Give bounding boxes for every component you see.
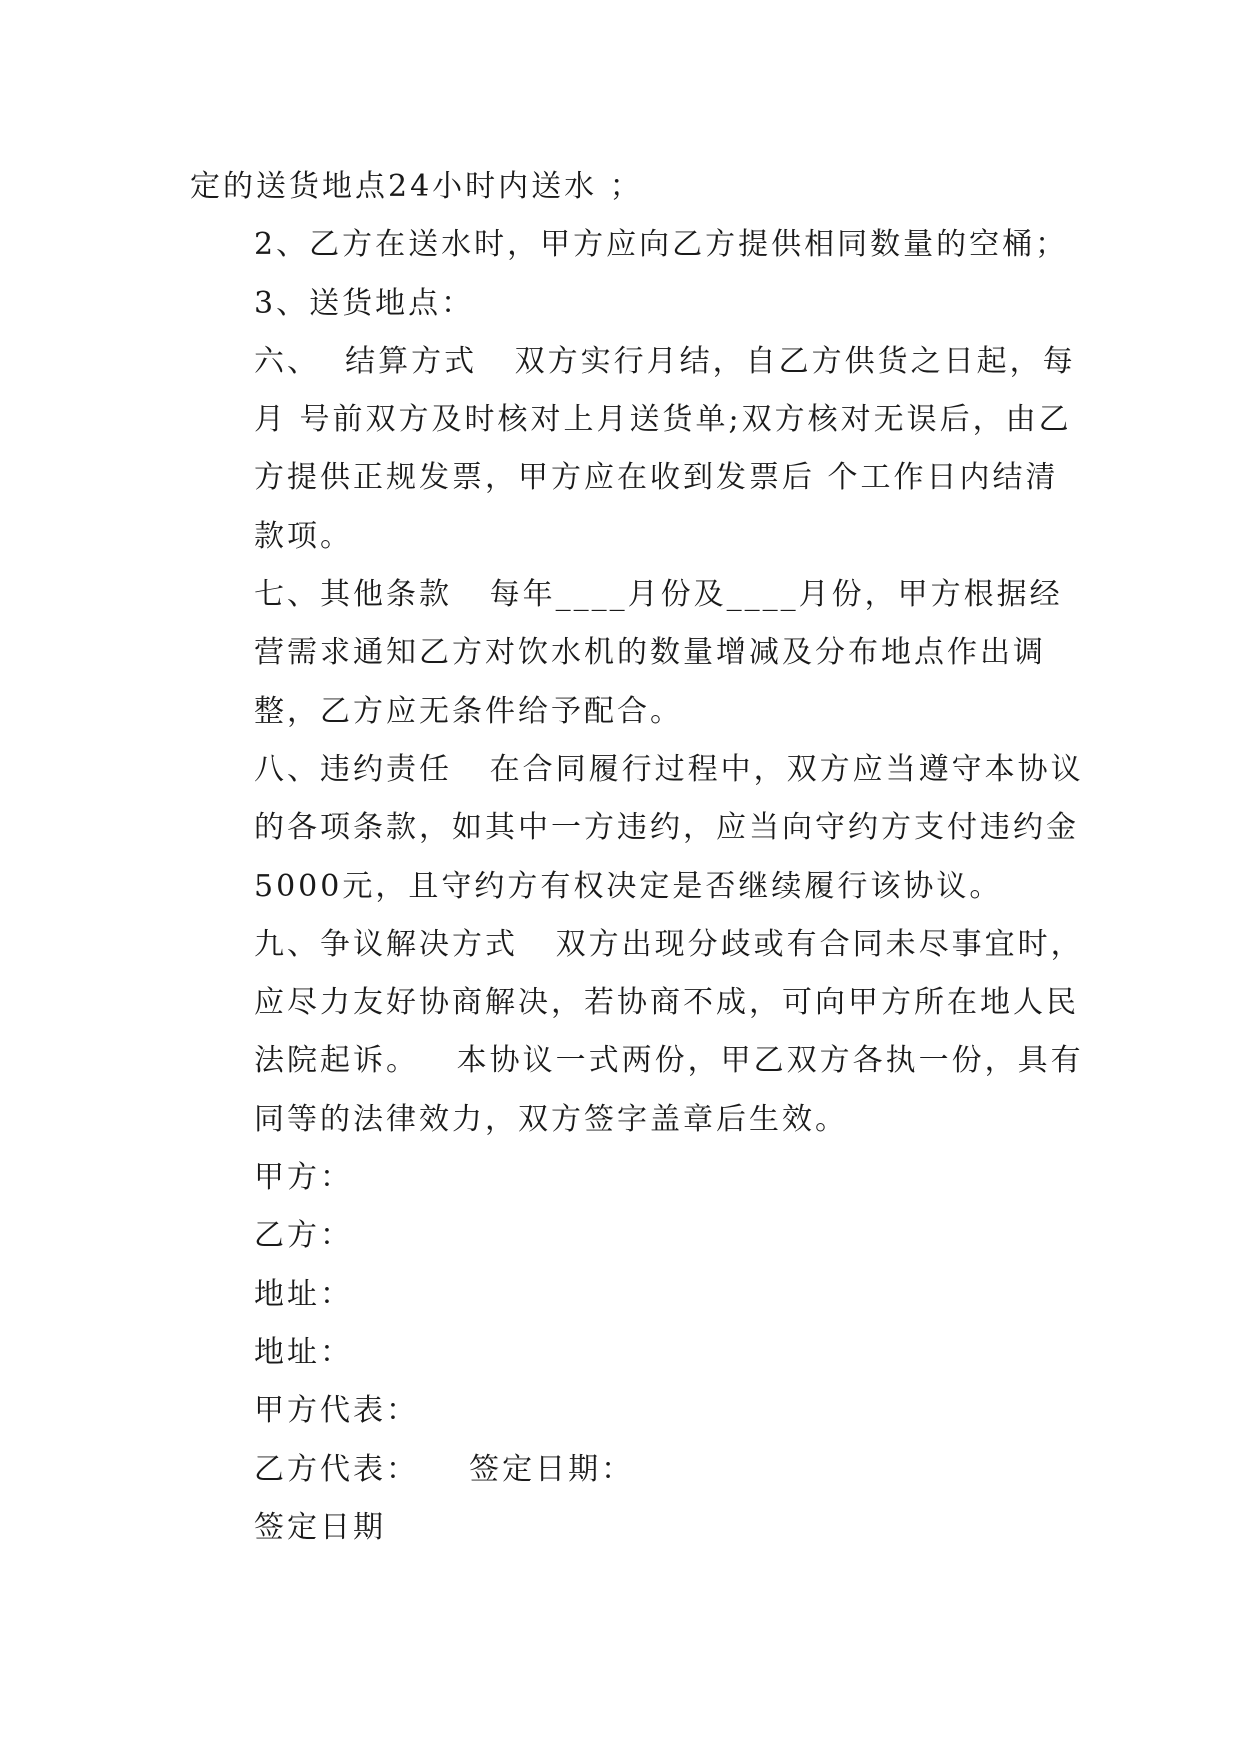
paragraph-empty-buckets: 2、乙方在送水时，甲方应向乙方提供相同数量的空桶； [254,227,1069,263]
signature-rep-b: 乙方代表： 签定日期： [254,1451,635,1487]
signature-address-b: 地址： [254,1334,353,1370]
document-body [190,158,1090,1557]
paragraph-delivery-time: 定的送货地点24小时内送水 ； [190,169,643,204]
signature-date: 签定日期 [254,1509,386,1545]
paragraph-delivery-location: 3、送货地点： [254,285,475,321]
paragraph-other-terms: 七、其他条款 每年____月份及____月份，甲方根据经营需求通知乙方对饮水机的数量增减及分布地点作出调整，乙方应无条件给予配合。 [254,577,1063,729]
signature-party-b: 乙方： [254,1218,353,1254]
signature-address-a: 地址： [254,1276,353,1312]
signature-rep-a: 甲方代表： [254,1393,419,1429]
signature-party-a: 甲方： [254,1160,353,1196]
paragraph-breach: 八、违约责任 在合同履行过程中，双方应当遵守本协议的各项条款，如其中一方违约，应当向守约方支付违约金5000元，且守约方有权决定是否继续履行该协议。 [254,751,1084,904]
paragraph-settlement: 六、 结算方式 双方实行月结，自乙方供货之日起，每月 号前双方及时核对上月送货单;双方核对无误后，由乙方提供正规发票，甲方应在收到发票后 个工作日内结清款项。 [254,343,1076,554]
paragraph-dispute: 九、争议解决方式 双方出现分歧或有合同未尽事宜时，应尽力友好协商解决，若协商不成，可向甲方所在地人民法院起诉。 本协议一式两份，甲乙双方各执一份，具有同等的法律效力，双方签字盖章后生效。 [254,926,1084,1137]
